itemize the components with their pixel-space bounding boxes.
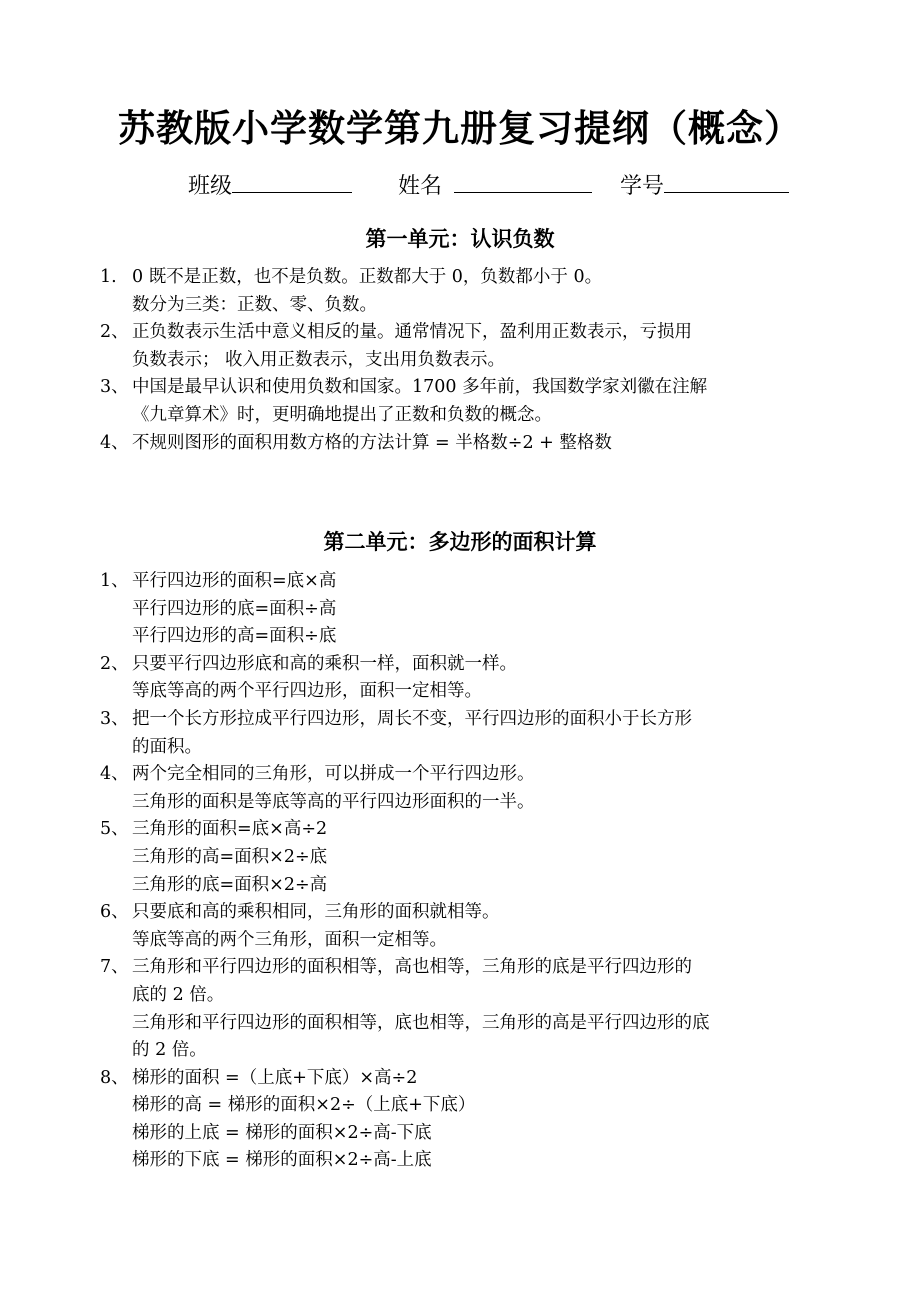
item-line: 平行四边形的高=面积÷底 <box>132 626 337 647</box>
list-item <box>100 374 830 429</box>
item-line: 《九章算术》时，更明确地提出了正数和负数的概念。 <box>132 404 552 425</box>
unit2-list <box>100 568 830 1175</box>
item-line: 数分为三类：正数、零、负数。 <box>132 294 377 315</box>
class-blank-line <box>232 168 352 193</box>
item-line: 不规则图形的面积用数方格的方法计算 = 半格数÷2 + 整格数 <box>132 432 612 453</box>
item-line: 三角形和平行四边形的面积相等，高也相等，三角形的底是平行四边形的 <box>132 957 692 978</box>
document-title: 苏教版小学数学第九册复习提纲（概念） <box>118 107 802 150</box>
item-number: 8、 <box>100 1067 129 1088</box>
item-line: 负数表示； 收入用正数表示，支出用负数表示。 <box>132 349 506 370</box>
class-label: 班级 <box>188 174 233 199</box>
item-number: 1. <box>100 267 117 287</box>
list-item <box>100 264 830 319</box>
item-line: 平行四边形的面积=底×高 <box>132 571 337 591</box>
list-item <box>100 706 830 761</box>
student-number-field <box>620 168 789 200</box>
item-line: 等底等高的两个三角形，面积一定相等。 <box>132 929 447 950</box>
list-item <box>100 319 830 374</box>
item-number: 2、 <box>100 653 129 674</box>
item-line: 中国是最早认识和使用负数和国家。1700 多年前，我国数学家刘徽在注解 <box>132 377 708 398</box>
unit1-list <box>100 264 830 457</box>
item-number: 1、 <box>100 571 129 591</box>
item-line: 三角形和平行四边形的面积相等，底也相等，三角形的高是平行四边形的底 <box>132 1012 710 1033</box>
item-line: 底的 2 倍。 <box>132 984 225 1005</box>
item-number: 4、 <box>100 432 129 453</box>
item-number: 3、 <box>100 708 129 729</box>
student-number-label: 学号 <box>620 174 665 199</box>
item-line: 三角形的高=面积×2÷底 <box>132 846 328 867</box>
item-line: 平行四边形的底=面积÷高 <box>132 598 337 619</box>
name-field <box>398 168 592 200</box>
name-label: 姓名 <box>398 174 443 199</box>
list-item <box>100 816 830 899</box>
item-number: 2、 <box>100 322 129 343</box>
list-item <box>100 568 830 651</box>
list-item <box>100 430 830 458</box>
item-line: 三角形的面积=底×高÷2 <box>132 819 328 840</box>
list-item <box>100 651 830 706</box>
item-line: 的面积。 <box>132 736 202 757</box>
class-field <box>188 168 352 200</box>
item-line: 三角形的底=面积×2÷高 <box>132 874 328 895</box>
item-number: 3、 <box>100 377 129 398</box>
item-line: 正负数表示生活中意义相反的量。通常情况下，盈利用正数表示，亏损用 <box>132 322 692 343</box>
unit1-heading: 第一单元：认识负数 <box>365 227 555 251</box>
item-line: 三角形的面积是等底等高的平行四边形面积的一半。 <box>132 791 535 812</box>
item-line: 梯形的下底 = 梯形的面积×2÷高-上底 <box>132 1150 432 1171</box>
item-line: 梯形的高 = 梯形的面积×2÷（上底+下底） <box>132 1095 476 1116</box>
item-line: 梯形的面积 =（上底+下底）×高÷2 <box>132 1067 418 1088</box>
item-line: 0 既不是正数，也不是负数。正数都大于 0，负数都小于 0。 <box>132 267 603 287</box>
list-item <box>100 899 830 954</box>
item-number: 6、 <box>100 902 129 923</box>
item-line: 只要底和高的乘积相同，三角形的面积就相等。 <box>132 902 500 923</box>
name-blank-line <box>454 168 592 193</box>
student-number-blank-line <box>664 168 789 193</box>
unit2-heading: 第二单元：多边形的面积计算 <box>323 530 597 554</box>
item-line: 的 2 倍。 <box>132 1040 207 1061</box>
list-item <box>100 1065 830 1175</box>
list-item <box>100 761 830 816</box>
item-line: 梯形的上底 = 梯形的面积×2÷高-下底 <box>132 1122 432 1143</box>
list-item <box>100 954 830 1064</box>
item-number: 5、 <box>100 819 129 840</box>
item-number: 7、 <box>100 957 129 978</box>
item-line: 只要平行四边形底和高的乘积一样，面积就一样。 <box>132 653 517 674</box>
item-line: 等底等高的两个平行四边形，面积一定相等。 <box>132 681 482 702</box>
item-number: 4、 <box>100 764 129 785</box>
item-line: 把一个长方形拉成平行四边形，周长不变，平行四边形的面积小于长方形 <box>132 708 692 729</box>
item-line: 两个完全相同的三角形，可以拼成一个平行四边形。 <box>132 764 535 785</box>
